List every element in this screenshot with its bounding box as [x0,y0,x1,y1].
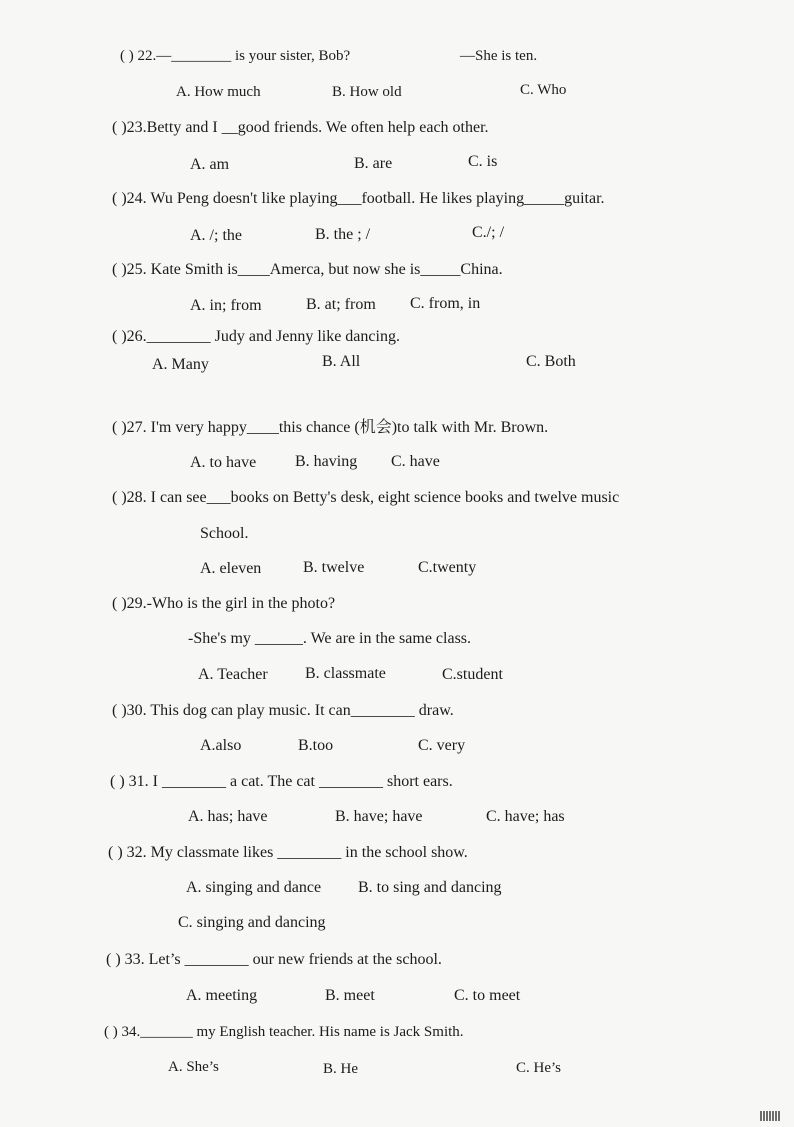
question-32-stem: ( ) 32. My classmate likes ________ in the school show. [108,844,468,861]
question-27-option-c: C. have [391,453,440,470]
question-34-stem: ( ) 34._______ my English teacher. His name is Jack Smith. [104,1024,464,1040]
question-30-option-c: C. very [418,737,466,754]
question-30-option-b: B.too [298,737,334,754]
question-25-option-b: B. at; from [306,296,376,313]
question-22-option-c: C. Who [520,82,567,98]
question-29-stem: ( )29.-Who is the girl in the photo? [112,595,336,612]
question-23-option-a: A. am [190,156,230,173]
question-34-option-a: A. She’s [168,1059,219,1075]
question-22-option-a: A. How much [176,84,261,100]
question-33-option-b: B. meet [325,987,375,1004]
question-24-option-a: A. /; the [190,227,242,244]
question-32-option-c: C. singing and dancing [178,914,326,931]
question-28-option-a: A. eleven [200,560,262,577]
scanner-barcode-icon [760,1111,780,1121]
question-31-option-c: C. have; has [486,808,565,825]
question-26-option-b: B. All [322,353,361,370]
question-28-continuation: School. [200,525,249,542]
question-22-answer-hint: —She is ten. [460,48,538,64]
question-26-stem: ( )26.________ Judy and Jenny like dancing. [112,328,400,345]
question-27-option-b: B. having [295,453,358,470]
question-30-option-a: A.also [200,737,242,754]
question-32-option-a: A. singing and dance [186,879,322,896]
question-29-continuation: -She's my ______. We are in the same class. [188,630,472,647]
question-29-option-a: A. Teacher [198,666,268,683]
question-28-option-c: C.twenty [418,559,477,576]
question-22-stem: ( ) 22.—________ is your sister, Bob? [120,48,351,64]
question-28-option-b: B. twelve [303,559,365,576]
question-33-option-a: A. meeting [186,987,258,1004]
question-31-stem: ( ) 31. I ________ a cat. The cat ________ short ears. [110,773,453,790]
question-29-option-c: C.student [442,666,503,683]
question-23-option-c: C. is [468,153,498,170]
question-23-option-b: B. are [354,155,393,172]
question-34-option-c: C. He’s [516,1060,561,1076]
question-27-option-a: A. to have [190,454,257,471]
question-26-option-a: A. Many [152,356,209,373]
question-22-option-b: B. How old [332,84,402,100]
question-24-stem: ( )24. Wu Peng doesn't like playing___football. He likes playing_____guitar. [112,190,605,207]
question-25-stem: ( )25. Kate Smith is____Amerca, but now she is_____China. [112,261,503,278]
question-29-option-b: B. classmate [305,665,386,682]
question-33-stem: ( ) 33. Let’s ________ our new friends at the school. [106,951,442,968]
question-31-option-a: A. has; have [188,808,268,825]
question-32-option-b: B. to sing and dancing [358,879,502,896]
question-23-stem: ( )23.Betty and I __good friends. We often help each other. [112,119,489,136]
question-24-option-b: B. the ; / [315,226,371,243]
question-31-option-b: B. have; have [335,808,423,825]
question-25-option-c: C. from, in [410,295,481,312]
question-28-stem: ( )28. I can see___books on Betty's desk, eight science books and twelve music [112,489,620,506]
question-27-stem: ( )27. I'm very happy____this chance (机会)to talk with Mr. Brown. [112,419,549,436]
question-26-option-c: C. Both [526,353,576,370]
question-25-option-a: A. in; from [190,297,262,314]
question-30-stem: ( )30. This dog can play music. It can________ draw. [112,702,454,719]
question-34-option-b: B. He [323,1061,358,1077]
question-24-option-c: C./; / [472,224,505,241]
question-33-option-c: C. to meet [454,987,521,1004]
